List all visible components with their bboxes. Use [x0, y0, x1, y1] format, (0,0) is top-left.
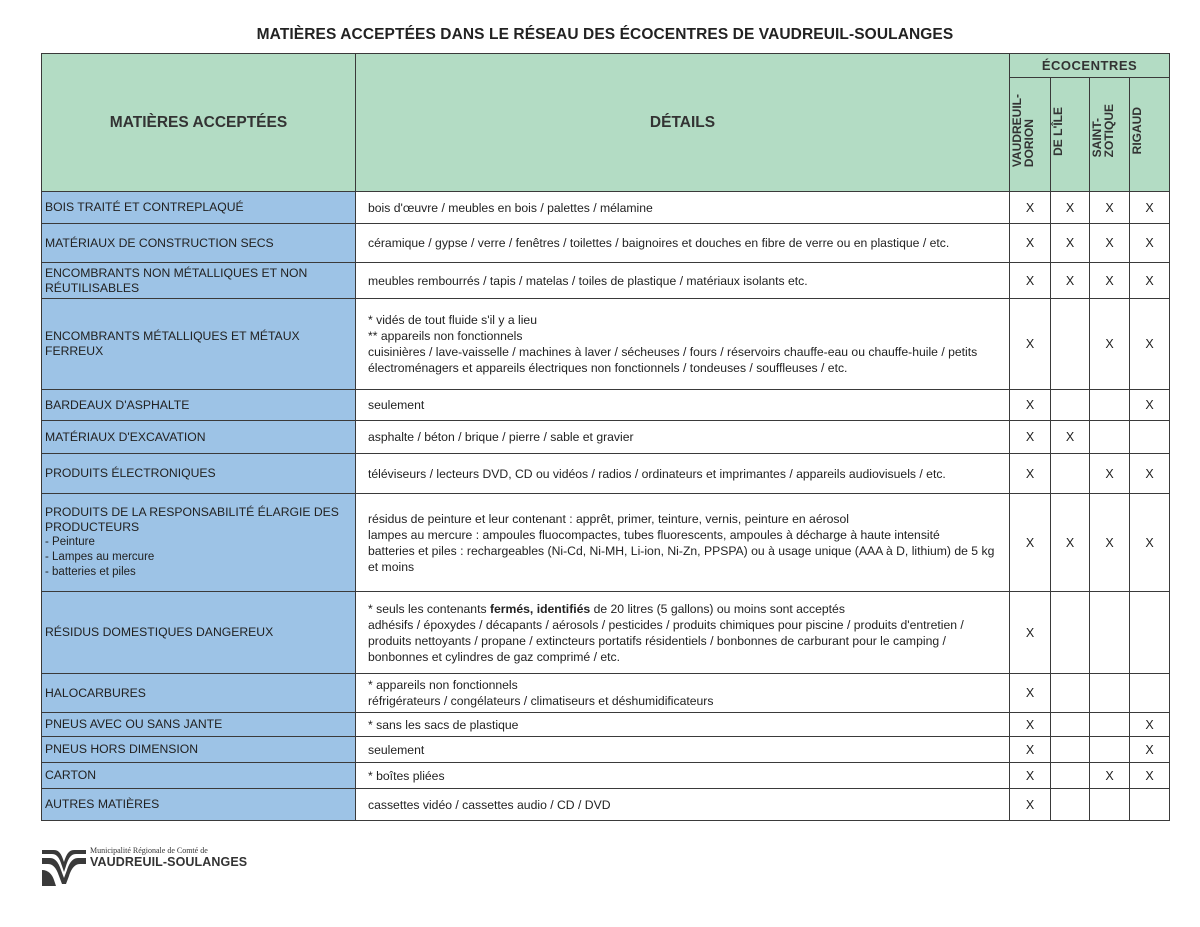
- material-sub-item: - batteries et piles: [45, 566, 136, 578]
- accept-mark: [1090, 713, 1130, 737]
- details-line: résidus de peinture et leur contenant : apprêt, primer, teinture, vernis, peinture en aérosol: [368, 511, 850, 526]
- details-emphasis: fermés, identifiés: [489, 601, 591, 616]
- details-line: cuisinières / lave-vaisselle / machines à laver / sécheuses / fours / réservoirs chauffe-eau ou chauffe-huile / petits électroménagers et appareils électriques non fonctionnels / tondeuses / souffleuses / etc.: [368, 345, 978, 375]
- details-text: de 20 litres (5 gallons) ou moins sont acceptés: [590, 601, 845, 616]
- accept-mark: [1130, 789, 1170, 821]
- details-cell: [356, 592, 1010, 674]
- details-cell: [356, 789, 1010, 821]
- accept-mark: X: [1010, 224, 1051, 263]
- details-line: seulement: [368, 398, 425, 412]
- accept-mark: X: [1130, 263, 1170, 299]
- material-cell: [42, 224, 356, 263]
- accept-mark: X: [1130, 763, 1170, 789]
- accept-mark: X: [1010, 192, 1051, 224]
- accept-mark: [1090, 592, 1130, 674]
- table-row: [42, 299, 1170, 390]
- accept-mark: X: [1130, 737, 1170, 763]
- details-cell: [356, 737, 1010, 763]
- header-centre-saint-zotique: SAINT- ZOTIQUE: [1090, 78, 1130, 192]
- details-line: lampes au mercure : ampoules fluocompactes, tubes fluorescents, ampoules à décharge à haute intensité: [368, 527, 940, 542]
- details-cell: [356, 390, 1010, 421]
- accept-mark: X: [1090, 494, 1130, 592]
- header-ecocentres: ÉCOCENTRES: [1010, 54, 1170, 78]
- accept-mark: [1090, 421, 1130, 454]
- material-label: MATÉRIAUX D'EXCAVATION: [45, 429, 206, 444]
- material-label: ENCOMBRANTS MÉTALLIQUES ET MÉTAUX FERREUX: [45, 329, 300, 358]
- header-details: DÉTAILS: [356, 54, 1010, 192]
- accept-mark: X: [1051, 192, 1090, 224]
- details-cell: [356, 263, 1010, 299]
- accept-mark: X: [1051, 494, 1090, 592]
- header-centre-vaudreuil-dorion: VAUDREUIL- DORION: [1010, 78, 1051, 192]
- material-cell: [42, 192, 356, 224]
- table-row: [42, 192, 1170, 224]
- accept-mark: [1090, 674, 1130, 713]
- material-cell: [42, 494, 356, 592]
- accept-mark: X: [1130, 192, 1170, 224]
- accept-mark: X: [1010, 494, 1051, 592]
- table-row: [42, 263, 1170, 299]
- accept-mark: [1090, 789, 1130, 821]
- accept-mark: X: [1010, 390, 1051, 421]
- mrc-logo: [40, 844, 260, 892]
- mrc-logo-icon: [40, 844, 88, 890]
- details-line: * vidés de tout fluide s'il y a lieu: [368, 313, 537, 327]
- material-cell: [42, 299, 356, 390]
- material-label: PRODUITS DE LA RESPONSABILITÉ ÉLARGIE DES PRODUCTEURS: [45, 505, 339, 534]
- logo-title: VAUDREUIL-SOULANGES: [90, 855, 248, 869]
- details-line: adhésifs / époxydes / décapants / aérosols / pesticides / produits chimiques pour piscine / produits d'entretien / produits nettoyants / propane / extincteurs portatifs résidentiels / bonbonnes de carburant pour le camping / bonbonnes et cylindres de gaz comprimé / etc.: [368, 617, 964, 664]
- header-centre-rigaud: RIGAUD: [1130, 78, 1170, 192]
- materials-table: [41, 53, 1170, 821]
- accept-mark: X: [1010, 674, 1051, 713]
- accept-mark: [1051, 789, 1090, 821]
- accept-mark: [1051, 674, 1090, 713]
- accept-mark: [1051, 454, 1090, 494]
- details-cell: [356, 299, 1010, 390]
- details-line: téléviseurs / lecteurs DVD, CD ou vidéos / radios / ordinateurs et imprimantes / appareils audiovisuels / etc.: [368, 466, 946, 481]
- logo-subtitle: Municipalité Régionale de Comté de: [90, 846, 208, 855]
- details-line: bois d'œuvre / meubles en bois / palettes / mélamine: [368, 200, 653, 215]
- details-line: * sans les sacs de plastique: [368, 717, 519, 732]
- table-row: [42, 390, 1170, 421]
- details-line: [368, 601, 1005, 617]
- accept-mark: [1051, 763, 1090, 789]
- accept-mark: X: [1010, 789, 1051, 821]
- material-sub-item: - Peinture: [45, 536, 95, 548]
- accept-mark: [1051, 390, 1090, 421]
- material-label: ENCOMBRANTS NON MÉTALLIQUES ET NON RÉUTILISABLES: [45, 265, 308, 295]
- material-label: PNEUS HORS DIMENSION: [45, 742, 199, 756]
- header-materials: MATIÈRES ACCEPTÉES: [42, 54, 356, 192]
- table-row: [42, 454, 1170, 494]
- accept-mark: X: [1090, 224, 1130, 263]
- accept-mark: X: [1090, 454, 1130, 494]
- table-row: [42, 713, 1170, 737]
- material-cell: [42, 390, 356, 421]
- accept-mark: X: [1130, 299, 1170, 390]
- details-cell: [356, 454, 1010, 494]
- accept-mark: X: [1010, 763, 1051, 789]
- table-row: [42, 763, 1170, 789]
- accept-mark: X: [1051, 263, 1090, 299]
- accept-mark: [1090, 390, 1130, 421]
- accept-mark: X: [1010, 592, 1051, 674]
- material-cell: [42, 713, 356, 737]
- accept-mark: X: [1130, 494, 1170, 592]
- material-label: RÉSIDUS DOMESTIQUES DANGEREUX: [45, 625, 274, 639]
- material-cell: [42, 674, 356, 713]
- accept-mark: X: [1130, 454, 1170, 494]
- accept-mark: [1090, 737, 1130, 763]
- page-title: MATIÈRES ACCEPTÉES DANS LE RÉSEAU DES ÉCOCENTRES DE VAUDREUIL-SOULANGES: [256, 26, 954, 43]
- material-cell: [42, 763, 356, 789]
- table-row: [42, 224, 1170, 263]
- accept-mark: X: [1010, 299, 1051, 390]
- material-label: BOIS TRAITÉ ET CONTREPLAQUÉ: [45, 200, 244, 214]
- details-line: ** appareils non fonctionnels: [368, 329, 523, 343]
- accept-mark: X: [1010, 713, 1051, 737]
- material-cell: [42, 789, 356, 821]
- details-line: seulement: [368, 742, 425, 757]
- accept-mark: [1051, 299, 1090, 390]
- material-cell: [42, 737, 356, 763]
- material-cell: [42, 592, 356, 674]
- details-cell: [356, 713, 1010, 737]
- details-line: * appareils non fonctionnels: [368, 678, 518, 692]
- details-line: cassettes vidéo / cassettes audio / CD / DVD: [368, 797, 611, 812]
- details-line: meubles rembourrés / tapis / matelas / toiles de plastique / matériaux isolants etc.: [368, 273, 808, 288]
- accept-mark: X: [1010, 421, 1051, 454]
- details-line: asphalte / béton / brique / pierre / sable et gravier: [368, 430, 634, 444]
- accept-mark: X: [1090, 263, 1130, 299]
- accept-mark: X: [1010, 454, 1051, 494]
- accept-mark: X: [1010, 737, 1051, 763]
- accept-mark: X: [1130, 390, 1170, 421]
- details-line: batteries et piles : rechargeables (Ni-Cd, Ni-MH, Li-ion, Ni-Zn, PPSPA) ou à usage unique (AAA à D, lithium) de 5 kg et moins: [368, 543, 995, 574]
- details-cell: [356, 763, 1010, 789]
- material-label: BARDEAUX D'ASPHALTE: [45, 397, 190, 412]
- details-line: * boîtes pliées: [368, 768, 445, 783]
- accept-mark: [1051, 713, 1090, 737]
- material-cell: [42, 263, 356, 299]
- header-centre-de-l-ile: DE L'ÎLE: [1051, 78, 1090, 192]
- details-cell: [356, 494, 1010, 592]
- table-body: [42, 192, 1170, 821]
- material-sub-item: - Lampes au mercure: [45, 551, 155, 563]
- table-row: [42, 592, 1170, 674]
- details-line: céramique / gypse / verre / fenêtres / toilettes / baignoires et douches en fibre de verre ou en plastique / etc.: [368, 236, 950, 250]
- accept-mark: [1130, 592, 1170, 674]
- details-text: * seuls les contenants: [368, 601, 490, 616]
- accept-mark: X: [1130, 224, 1170, 263]
- material-label: MATÉRIAUX DE CONSTRUCTION SECS: [45, 235, 274, 250]
- accept-mark: [1051, 737, 1090, 763]
- material-label: PRODUITS ÉLECTRONIQUES: [45, 466, 216, 480]
- accept-mark: X: [1010, 263, 1051, 299]
- table-row: [42, 494, 1170, 592]
- material-label: CARTON: [45, 768, 97, 782]
- material-label: HALOCARBURES: [45, 685, 146, 700]
- accept-mark: [1130, 674, 1170, 713]
- accept-mark: [1130, 421, 1170, 454]
- table-row: [42, 737, 1170, 763]
- accept-mark: X: [1130, 713, 1170, 737]
- material-cell: [42, 454, 356, 494]
- accept-mark: X: [1051, 224, 1090, 263]
- details-cell: [356, 674, 1010, 713]
- material-label: PNEUS AVEC OU SANS JANTE: [45, 717, 223, 731]
- details-cell: [356, 224, 1010, 263]
- table-row: [42, 789, 1170, 821]
- accept-mark: X: [1090, 192, 1130, 224]
- accept-mark: X: [1051, 421, 1090, 454]
- table-row: [42, 674, 1170, 713]
- material-cell: [42, 421, 356, 454]
- accept-mark: [1051, 592, 1090, 674]
- material-label: AUTRES MATIÈRES: [45, 797, 160, 811]
- details-cell: [356, 192, 1010, 224]
- details-line: réfrigérateurs / congélateurs / climatiseurs et déshumidificateurs: [368, 694, 714, 708]
- accept-mark: X: [1090, 299, 1130, 390]
- table-row: [42, 421, 1170, 454]
- accept-mark: X: [1090, 763, 1130, 789]
- details-cell: [356, 421, 1010, 454]
